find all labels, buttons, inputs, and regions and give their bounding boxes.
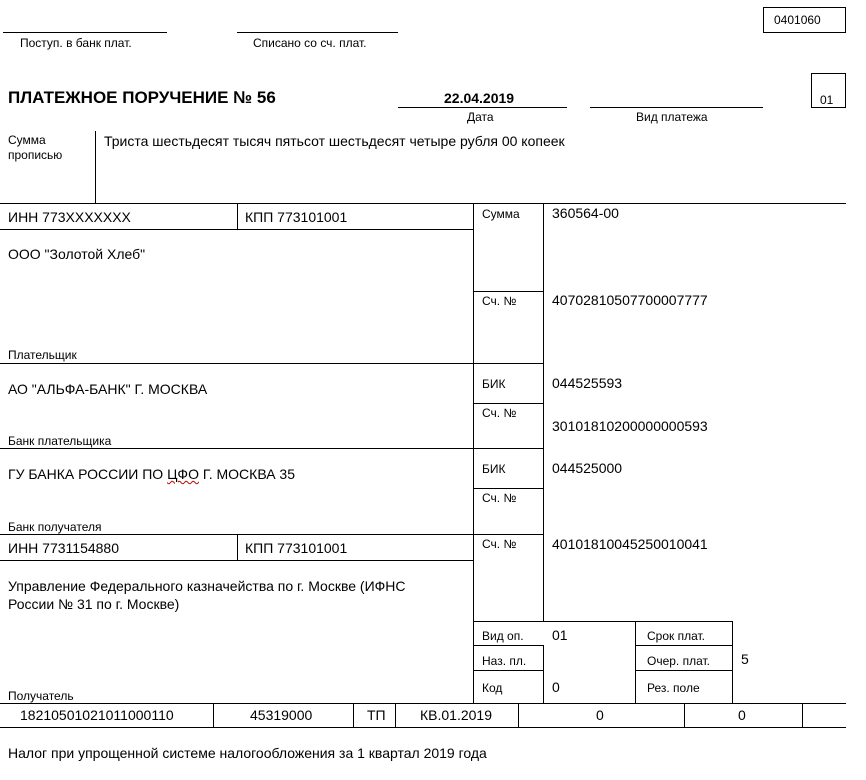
grid-line-payee-inn-divider xyxy=(237,534,238,560)
payment-type-label: Вид платежа xyxy=(636,110,708,124)
payer-inn: ИНН 773ХХХХХХХ xyxy=(8,209,131,225)
tax-divider-3 xyxy=(395,703,396,727)
grid-line-top xyxy=(0,203,846,204)
payer-bank-corr: 30101810200000000593 xyxy=(552,418,708,434)
grid-line-bik2-bottom xyxy=(473,488,543,489)
summa-value: 360564-00 xyxy=(552,205,619,221)
payer-bank-corr-label: Сч. № xyxy=(482,406,517,420)
payer-bank-bik: 044525593 xyxy=(552,375,623,391)
payer-bank-label: Банк плательщика xyxy=(8,434,112,448)
payee-bank-bik: 044525000 xyxy=(552,460,623,476)
grid-line-summa-bottom xyxy=(473,291,543,292)
grid-line-right-main xyxy=(543,203,544,621)
grid-line-codes-mid-2 xyxy=(473,670,543,671)
payer-account-label: Сч. № xyxy=(482,294,517,308)
grid-line-payer-bottom xyxy=(0,363,543,364)
grid-line-codes-v1 xyxy=(543,645,544,703)
payer-kpp: КПП 773101001 xyxy=(245,209,348,225)
tax-divider-4 xyxy=(518,703,519,727)
payee-name: Управление Федерального казначейства по г. Москве (ИФНС России № 31 по г. Москве) xyxy=(8,578,406,612)
payee-label: Получатель xyxy=(8,689,74,703)
page-title: ПЛАТЕЖНОЕ ПОРУЧЕНИЕ № 56 xyxy=(8,88,276,107)
grid-line-codes-right-mid-1 xyxy=(635,645,732,646)
payee-bank-label: Банк получателя xyxy=(8,520,102,534)
tax-divider-1 xyxy=(213,703,214,727)
tax-basis: ТП xyxy=(367,707,386,723)
payer-bank-bik-label: БИК xyxy=(482,377,506,391)
date-line xyxy=(398,107,567,108)
grid-line-codes-v2 xyxy=(635,621,636,703)
grid-line-left-main xyxy=(473,203,474,703)
ocher-value: 5 xyxy=(741,651,749,667)
form-code: 0401060 xyxy=(774,13,821,27)
payment-type-line xyxy=(590,107,763,108)
payee-account: 40101810045250010041 xyxy=(552,536,708,552)
payee-bank-bik-label: БИК xyxy=(482,462,506,476)
payer-label: Плательщик xyxy=(8,348,77,362)
ocher-label: Очер. плат. xyxy=(647,654,711,668)
payer-account-value: 40702810507700007777 xyxy=(552,292,708,308)
received-label: Поступ. в банк плат. xyxy=(20,36,132,50)
payer-name: ООО "Золотой Хлеб" xyxy=(8,246,146,262)
grid-line-inn-divider xyxy=(237,203,238,229)
amount-words-divider xyxy=(95,131,96,203)
tax-doc-date: 0 xyxy=(738,707,746,723)
kod-value: 0 xyxy=(552,679,560,695)
summa-label: Сумма xyxy=(482,207,520,221)
grid-line-bik1-bottom xyxy=(473,403,543,404)
rez-label: Рез. поле xyxy=(647,681,700,695)
payee-bank-corr-label: Сч. № xyxy=(482,491,517,505)
grid-line-codes-right-mid-2 xyxy=(635,670,732,671)
payee-account-label: Сч. № xyxy=(482,537,517,551)
payee-bank-name-part2: ЦФО xyxy=(167,466,199,482)
tax-divider-2 xyxy=(353,703,354,727)
payee-bank-name-part1: ГУ БАНКА РОССИИ ПО xyxy=(8,466,168,482)
grid-line-inn-bottom xyxy=(0,229,473,230)
grid-line-codes-top xyxy=(473,621,732,622)
tax-oktmo: 45319000 xyxy=(250,707,313,723)
grid-line-codes-mid-1 xyxy=(473,645,543,646)
status-code: 01 xyxy=(820,93,834,107)
payee-bank-name xyxy=(8,466,295,482)
vid-op-label: Вид оп. xyxy=(482,629,524,643)
debited-label: Списано со сч. плат. xyxy=(253,36,367,50)
grid-line-payee-inn-bottom xyxy=(0,560,473,561)
grid-line-tax-bottom xyxy=(0,727,846,728)
payer-bank-name: АО "АЛЬФА-БАНК" Г. МОСКВА xyxy=(8,381,208,397)
date-value: 22.04.2019 xyxy=(444,90,515,106)
kod-label: Код xyxy=(482,681,503,695)
tax-divider-5 xyxy=(684,703,685,727)
debited-line xyxy=(237,32,398,33)
naz-pl-label: Наз. пл. xyxy=(482,654,527,668)
tax-kbk: 18210501021011000110 xyxy=(20,707,174,723)
amount-words-label-1: Сумма xyxy=(8,133,46,147)
date-label: Дата xyxy=(467,110,494,124)
grid-line-tax-top xyxy=(0,703,846,704)
payee-kpp: КПП 773101001 xyxy=(245,540,348,556)
payee-bank-name-part3: Г. МОСКВА 35 xyxy=(198,466,295,482)
amount-words-label-2: прописью xyxy=(8,148,63,162)
amount-words-value: Триста шестьдесят тысяч пятьсот шестьдесят четыре рубля 00 копеек xyxy=(104,133,565,149)
grid-line-codes-v3 xyxy=(732,621,733,703)
tax-doc-number: 0 xyxy=(596,707,604,723)
vid-op-value: 01 xyxy=(552,627,568,643)
srok-label: Срок плат. xyxy=(647,629,706,643)
tax-period: КВ.01.2019 xyxy=(420,707,492,723)
payee-inn: ИНН 7731154880 xyxy=(8,540,119,556)
received-line xyxy=(3,32,167,33)
payment-purpose: Налог при упрощенной системе налогообложения за 1 квартал 2019 года xyxy=(8,745,487,761)
tax-divider-6 xyxy=(802,703,803,727)
